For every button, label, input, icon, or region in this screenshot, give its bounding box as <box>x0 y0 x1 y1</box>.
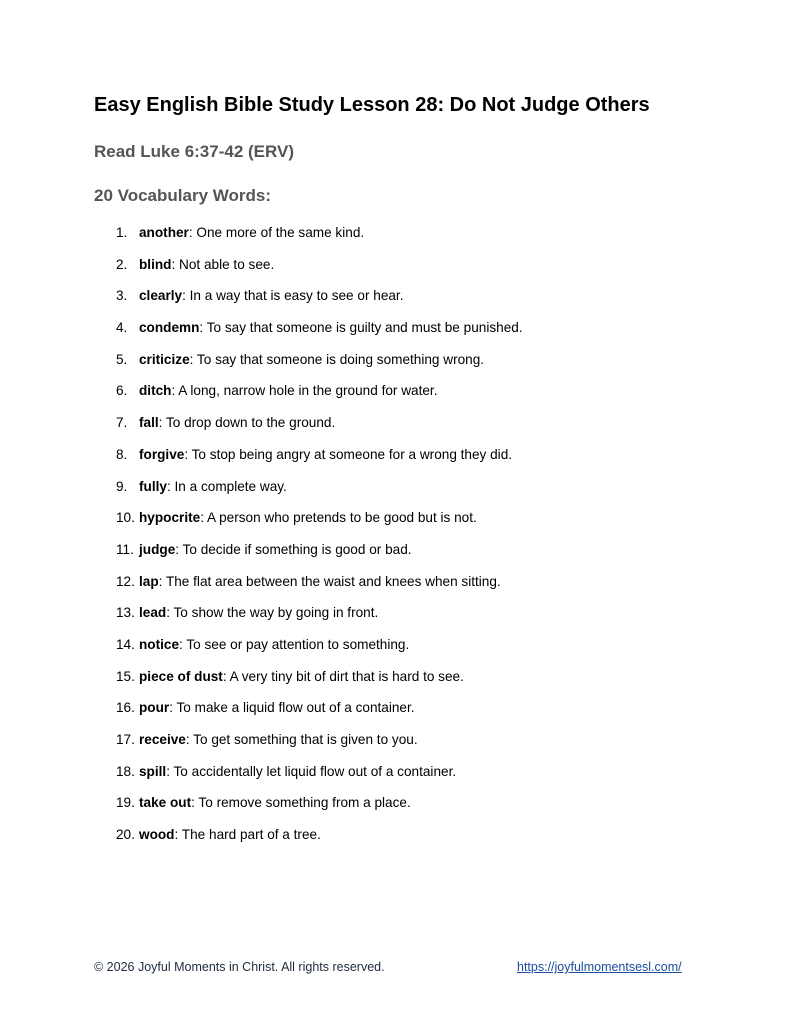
vocab-term: fully <box>139 478 167 494</box>
item-number: 12. <box>116 573 135 589</box>
list-item <box>116 382 523 400</box>
vocab-term: wood <box>139 827 175 843</box>
vocab-term: take out <box>139 795 192 811</box>
item-number: 18. <box>116 763 135 779</box>
reading-reference: Read Luke 6:37-42 (ERV) <box>94 142 294 161</box>
list-item <box>116 256 523 274</box>
list-item <box>116 636 523 654</box>
vocab-term: clearly <box>139 288 183 304</box>
list-item <box>116 414 523 432</box>
item-number: 9. <box>116 478 128 494</box>
list-item <box>116 826 523 844</box>
vocab-term: receive <box>139 732 186 747</box>
list-item <box>116 794 523 812</box>
item-number: 11. <box>116 541 134 557</box>
vocab-term: pour <box>139 700 170 716</box>
list-item <box>116 224 523 242</box>
vocab-definition: : To see or pay attention to something. <box>179 636 410 652</box>
item-number: 15. <box>116 668 135 684</box>
vocabulary-heading: 20 Vocabulary Words: <box>94 186 271 205</box>
list-item <box>116 478 523 496</box>
vocab-definition: : To drop down to the ground. <box>158 415 336 431</box>
vocab-definition: : A long, narrow hole in the ground for water. <box>171 383 438 399</box>
vocab-definition: : One more of the same kind. <box>188 225 365 240</box>
list-item <box>116 668 523 686</box>
item-number: 6. <box>116 383 128 399</box>
vocab-term: ditch <box>139 383 172 399</box>
vocab-definition: : To say that someone is doing something wrong. <box>189 351 485 367</box>
vocab-definition: : A person who pretends to be good but is not. <box>200 510 477 526</box>
vocab-term: another <box>139 225 189 240</box>
vocab-definition: : In a complete way. <box>166 478 287 494</box>
list-item <box>116 699 523 717</box>
vocab-definition: : To make a liquid flow out of a container. <box>169 700 415 716</box>
list-item <box>116 573 523 591</box>
item-number: 13. <box>116 605 135 621</box>
vocab-definition: : The hard part of a tree. <box>174 827 321 843</box>
vocab-term: forgive <box>139 446 185 462</box>
vocab-term: blind <box>139 256 172 272</box>
vocab-definition: : Not able to see. <box>171 256 275 272</box>
vocab-definition: : In a way that is easy to see or hear. <box>182 288 404 304</box>
vocab-definition: : To show the way by going in front. <box>166 605 379 621</box>
page-title: Easy English Bible Study Lesson 28: Do Not Judge Others <box>94 94 650 116</box>
vocab-term: lap <box>139 573 159 589</box>
vocab-term: condemn <box>139 320 200 336</box>
list-item <box>116 351 523 369</box>
list-item <box>116 763 523 781</box>
item-number: 2. <box>116 256 128 272</box>
item-number: 1. <box>116 225 128 240</box>
item-number: 3. <box>116 288 128 304</box>
list-item <box>116 731 523 749</box>
list-item <box>116 509 523 527</box>
item-number: 19. <box>116 795 135 811</box>
footer-website-link[interactable]: https://joyfulmomentsesl.com/ <box>517 960 682 974</box>
vocab-term: lead <box>139 605 167 621</box>
vocab-term: hypocrite <box>139 510 201 526</box>
item-number: 8. <box>116 446 128 462</box>
footer-copyright: © 2026 Joyful Moments in Christ. All rights reserved. <box>94 960 385 974</box>
vocab-term: fall <box>139 415 159 431</box>
item-number: 14. <box>116 636 135 652</box>
list-item <box>116 604 523 622</box>
item-number: 7. <box>116 415 128 431</box>
vocab-definition: : To decide if something is good or bad. <box>175 541 412 557</box>
list-item <box>116 541 523 559</box>
vocab-term: piece of dust <box>139 668 223 684</box>
item-number: 4. <box>116 320 128 336</box>
item-number: 17. <box>116 732 135 747</box>
vocab-definition: : The flat area between the waist and knees when sitting. <box>158 573 501 589</box>
list-item <box>116 319 523 337</box>
vocab-definition: : To stop being angry at someone for a wrong they did. <box>184 446 513 462</box>
vocab-definition: : To get something that is given to you. <box>185 732 418 747</box>
vocab-term: judge <box>139 541 176 557</box>
vocab-definition: : To remove something from a place. <box>191 795 411 811</box>
vocab-term: criticize <box>139 351 190 367</box>
item-number: 5. <box>116 351 128 367</box>
list-item <box>116 287 523 305</box>
vocab-definition: : To say that someone is guilty and must be punished. <box>199 320 523 336</box>
vocab-term: notice <box>139 636 180 652</box>
vocab-definition: : To accidentally let liquid flow out of a container. <box>166 763 457 779</box>
item-number: 10. <box>116 510 135 526</box>
vocab-definition: : A very tiny bit of dirt that is hard to see. <box>222 668 464 684</box>
list-item <box>116 446 523 464</box>
vocab-term: spill <box>139 763 167 779</box>
vocabulary-list <box>116 224 523 858</box>
item-number: 20. <box>116 827 135 843</box>
item-number: 16. <box>116 700 135 716</box>
